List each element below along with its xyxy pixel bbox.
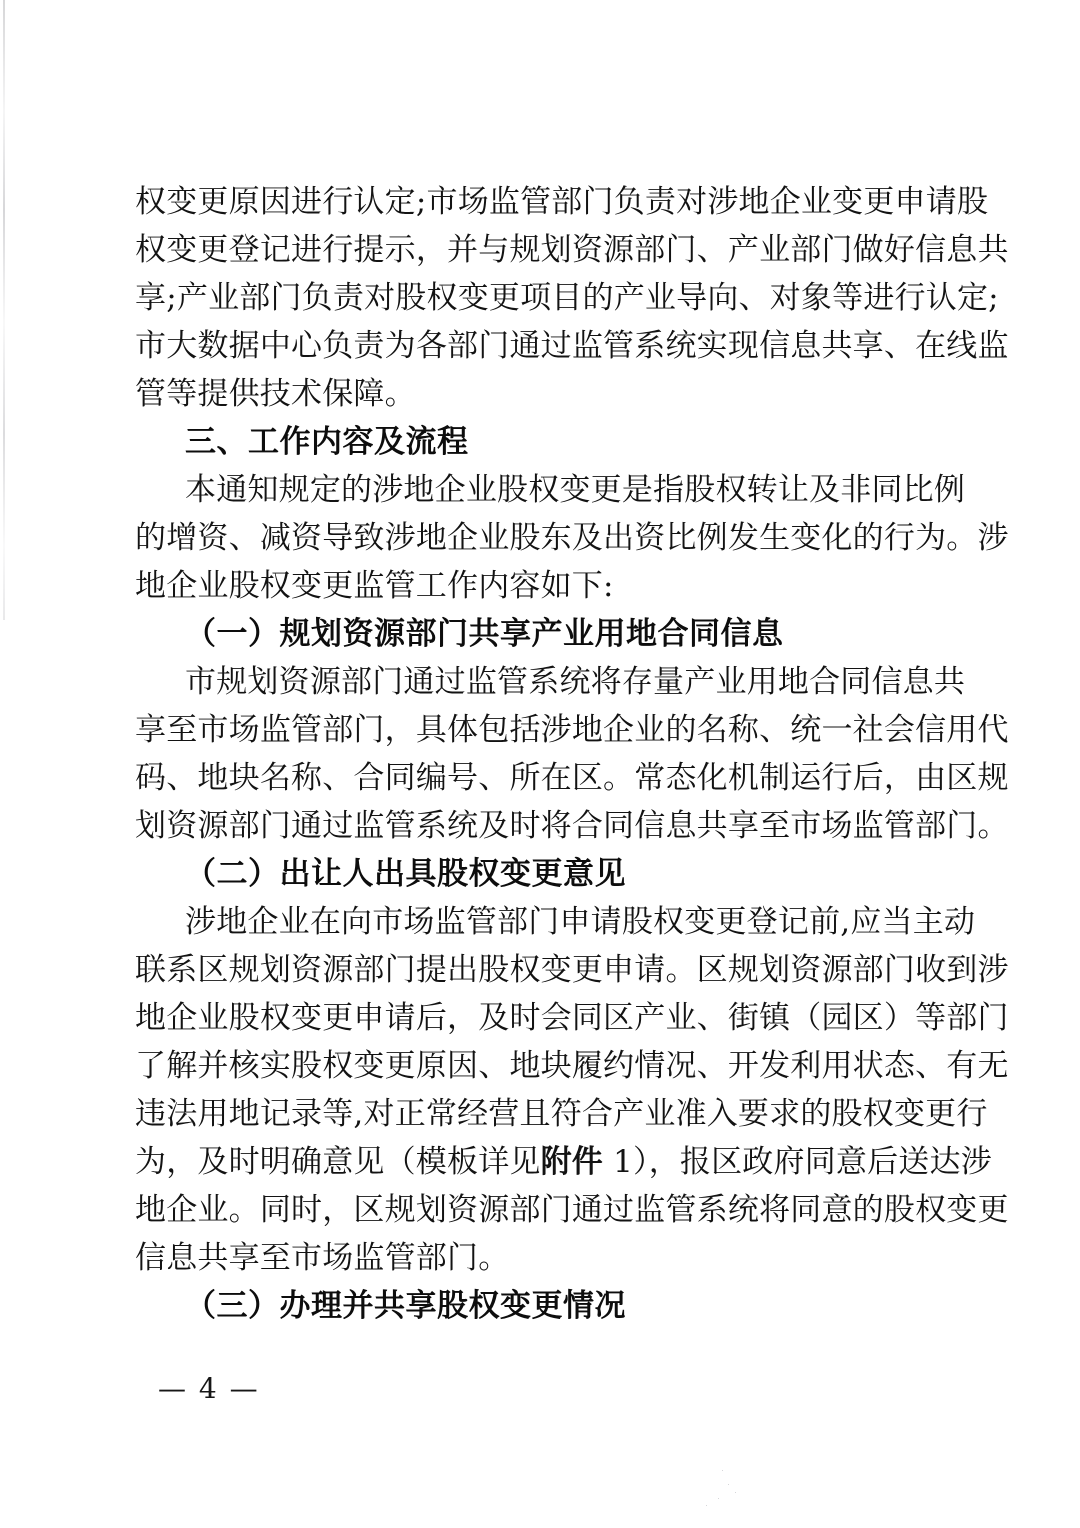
heading-section-three: 三、工作内容及流程 <box>185 424 469 460</box>
text-line: 享 至 市 场 监 管 部 门 ， 具 体 包 括 涉 地 企 业 的 名 称 、 统 一 社 会 信 用 代 <box>135 712 1009 748</box>
text-line: 信息共享至市场监管部门。 <box>135 1240 510 1276</box>
scan-speckle <box>735 1492 736 1493</box>
attachment-reference-label: 附件 <box>540 1144 604 1180</box>
text-line: 了 解 并 核 实 股 权 变 更 原 因 、 地 块 履 约 情 况 、 开 发 利 用 状 态 、 有 无 <box>135 1048 1009 1084</box>
text-line: 市 规 划 资 源 部 门 通 过 监 管 系 统 将 存 量 产 业 用 地 合 同 信 息 共 <box>185 664 966 700</box>
scan-speckle <box>706 1505 707 1506</box>
text-line: 的 增 资 、 减 资 导 致 涉 地 企 业 股 东 及 出 资 比 例 发 生 变 化 的 行 为 。 涉 <box>135 520 1009 556</box>
scan-speckle <box>722 1470 723 1471</box>
page-number: — 4 — <box>158 1372 260 1405</box>
text-line: 违 法 用 地 记 录 等 , 对 正 常 经 营 且 符 合 产 业 准 入 要 求 的 股 权 变 更 行 <box>135 1096 988 1132</box>
text-line: 管等提供技术保障。 <box>135 376 416 412</box>
scan-speckle <box>718 1498 719 1499</box>
scan-edge-artifact <box>3 0 5 620</box>
document-body <box>135 178 1009 1330</box>
text-line: 权 变 更 登 记 进 行 提 示 ， 并 与 规 划 资 源 部 门 、 产 业 部 门 做 好 信 息 共 <box>135 232 1009 268</box>
text-line: 本 通 知 规 定 的 涉 地 企 业 股 权 变 更 是 指 股 权 转 让 及 非 同 比 例 <box>185 472 966 508</box>
line-text-before-attachment: 为，及时明确意见（模板详见 <box>135 1144 541 1180</box>
heading-subsection-two: （二）出让人出具股权变更意见 <box>185 856 626 892</box>
text-line: 权 变 更 原 因 进 行 认 定 ; 市 场 监 管 部 门 负 责 对 涉 地 企 业 变 更 申 请 股 <box>135 184 989 220</box>
text-line: 联 系 区 规 划 资 源 部 门 提 出 股 权 变 更 申 请 。 区 规 划 资 源 部 门 收 到 涉 <box>135 952 1009 988</box>
paragraph-subsection-one-body <box>135 658 1009 850</box>
text-line: 码 、 地 块 名 称 、 合 同 编 号 、 所 在 区 。 常 态 化 机 制 运 行 后 ， 由 区 规 <box>135 760 1009 796</box>
line-text-after-attachment: 1），报区政府同意后送达涉 <box>603 1144 992 1180</box>
text-line: 市 大 数 据 中 心 负 责 为 各 部 门 通 过 监 管 系 统 实 现 信 息 共 享 、 在 线 监 <box>135 328 1009 364</box>
text-line-with-attachment-reference <box>135 1138 992 1186</box>
text-line: 地企业股权变更监管工作内容如下: <box>135 568 614 604</box>
heading-subsection-three: （三）办理并共享股权变更情况 <box>185 1288 626 1324</box>
text-line: 涉 地 企 业 在 向 市 场 监 管 部 门 申 请 股 权 变 更 登 记 前 , 应 当 主 动 <box>185 904 976 940</box>
paragraph-subsection-two-body <box>135 898 1009 1282</box>
scan-speckle <box>728 1484 729 1485</box>
paragraph-scope-definition <box>135 466 1009 610</box>
text-line: 地 企 业 股 权 变 更 申 请 后 ， 及 时 会 同 区 产 业 、 街 镇 （ 园 区 ） 等 部 门 <box>135 1000 1009 1036</box>
text-line: 享 ; 产 业 部 门 负 责 对 股 权 变 更 项 目 的 产 业 导 向 、 对 象 等 进 行 认 定 ; <box>135 280 999 316</box>
heading-subsection-one: （一）规划资源部门共享产业用地合同信息 <box>185 616 784 652</box>
text-line: 划 资 源 部 门 通 过 监 管 系 统 及 时 将 合 同 信 息 共 享 至 市 场 监 管 部 门 。 <box>135 808 1009 844</box>
text-line: 地 企 业 。 同 时 ， 区 规 划 资 源 部 门 通 过 监 管 系 统 将 同 意 的 股 权 变 更 <box>135 1192 1009 1228</box>
paragraph-continuation <box>135 178 1009 418</box>
